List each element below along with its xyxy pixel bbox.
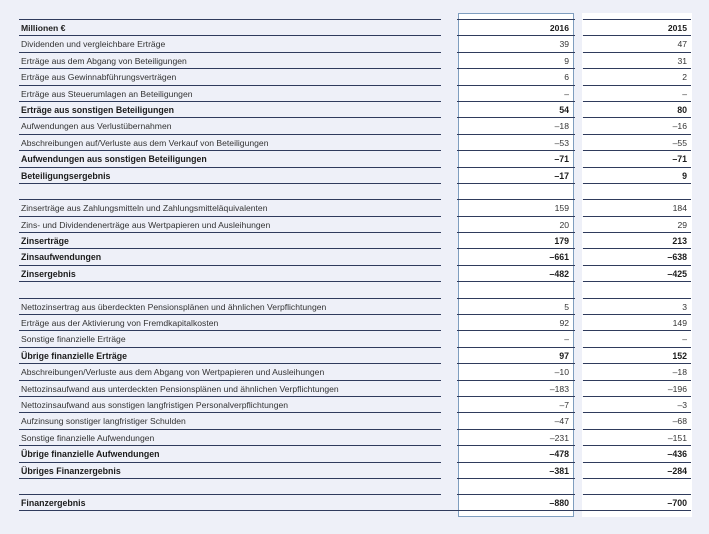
value-2016: 9 <box>564 55 569 66</box>
table-row <box>19 462 691 478</box>
row-label: Finanzergebnis <box>21 498 86 509</box>
value-2015: 31 <box>677 55 687 66</box>
table-row <box>19 412 691 428</box>
table-row <box>19 265 691 281</box>
value-2015: –55 <box>672 137 687 148</box>
value-2016: –231 <box>549 432 569 443</box>
row-label: Nettozinsaufwand aus sonstigen langfristigen Personalverpflichtungen <box>21 399 289 410</box>
value-2015: 184 <box>672 203 687 214</box>
row-label: Zinsergebnis <box>21 268 76 279</box>
table-row <box>19 363 691 379</box>
row-label: Nettozinsaufwand aus unterdeckten Pensionsplänen und ähnlichen Verpflichtungen <box>21 383 339 394</box>
table-row <box>19 380 691 396</box>
value-2016: 97 <box>559 350 569 361</box>
value-2015: –18 <box>672 367 687 378</box>
financial-result-table <box>19 19 691 511</box>
value-2016: 159 <box>554 203 569 214</box>
value-2016: 6 <box>564 72 569 83</box>
value-2015: 3 <box>682 301 687 312</box>
value-2016: 39 <box>559 39 569 50</box>
row-label: Erträge aus der Aktivierung von Fremdkapitalkosten <box>21 318 219 329</box>
table-row <box>19 85 691 101</box>
table-row <box>19 101 691 117</box>
row-label: Zinserträge <box>21 236 69 247</box>
row-label: Aufzinsung sonstiger langfristiger Schulden <box>21 416 186 427</box>
value-2016: –381 <box>549 465 569 476</box>
value-2016: –482 <box>549 268 569 279</box>
value-2016: 20 <box>559 219 569 230</box>
value-2016: –17 <box>554 170 569 181</box>
value-2015: –638 <box>667 252 687 263</box>
row-label: Zins- und Dividendenerträge aus Wertpapieren und Ausleihungen <box>21 219 271 230</box>
table-row <box>19 330 691 346</box>
value-2015: 213 <box>672 236 687 247</box>
value-2015: –436 <box>667 449 687 460</box>
value-2016: 179 <box>554 236 569 247</box>
value-2015: –196 <box>667 383 687 394</box>
table-row <box>19 68 691 84</box>
unit-header: Millionen € <box>21 23 66 33</box>
table-row <box>19 347 691 363</box>
value-2015: –425 <box>667 268 687 279</box>
spacer-row <box>19 281 691 297</box>
table-row <box>19 167 691 183</box>
value-2015: –700 <box>667 498 687 509</box>
row-label: Zinserträge aus Zahlungsmitteln und Zahlungsmitteläquivalenten <box>21 203 268 214</box>
year-2015-header: 2015 <box>667 23 687 33</box>
value-2015: –151 <box>667 432 687 443</box>
row-label: Nettozinsertrag aus überdeckten Pensionsplänen und ähnlichen Verpflichtungen <box>21 301 327 312</box>
table-row <box>19 35 691 51</box>
value-2015: 80 <box>677 104 687 115</box>
spacer-row <box>19 478 691 494</box>
row-label: Erträge aus Steuerumlagen an Beteiligungen <box>21 88 193 99</box>
value-2016: –183 <box>549 383 569 394</box>
value-2016: –478 <box>549 449 569 460</box>
row-label: Abschreibungen/Verluste aus dem Abgang von Wertpapieren und Ausleihungen <box>21 367 325 378</box>
row-label: Aufwendungen aus sonstigen Beteiligungen <box>21 154 207 165</box>
row-label: Erträge aus dem Abgang von Beteiligungen <box>21 55 187 66</box>
value-2016: –47 <box>554 416 569 427</box>
table-row <box>19 117 691 133</box>
value-2015: –68 <box>672 416 687 427</box>
row-label: Zinsaufwendungen <box>21 252 102 263</box>
year-2016-header: 2016 <box>549 23 569 33</box>
table-row <box>19 134 691 150</box>
table-row <box>19 52 691 68</box>
value-2015: 2 <box>682 72 687 83</box>
value-2016: –7 <box>559 399 569 410</box>
value-2016: –53 <box>554 137 569 148</box>
value-2015: – <box>682 88 687 99</box>
row-label: Übrige finanzielle Erträge <box>21 350 128 361</box>
value-2015: 152 <box>672 350 687 361</box>
value-2016: – <box>564 334 569 345</box>
value-2016: 5 <box>564 301 569 312</box>
value-2015: 9 <box>682 170 687 181</box>
row-label: Dividenden und vergleichbare Erträge <box>21 39 166 50</box>
table-row <box>19 494 691 510</box>
table-row <box>19 216 691 232</box>
value-2016: – <box>564 88 569 99</box>
row-label: Beteiligungsergebnis <box>21 170 111 181</box>
table-row <box>19 314 691 330</box>
value-2016: –71 <box>554 154 569 165</box>
table-row <box>19 232 691 248</box>
value-2015: 47 <box>677 39 687 50</box>
value-2016: 54 <box>559 104 569 115</box>
value-2016: –880 <box>549 498 569 509</box>
row-label: Abschreibungen auf/Verluste aus dem Verkauf von Beteiligungen <box>21 137 269 148</box>
value-2016: –10 <box>554 367 569 378</box>
value-2015: –3 <box>677 399 687 410</box>
table-row <box>19 248 691 264</box>
value-2016: 92 <box>559 318 569 329</box>
value-2016: –661 <box>549 252 569 263</box>
value-2015: –16 <box>672 121 687 132</box>
row-label: Erträge aus sonstigen Beteiligungen <box>21 104 174 115</box>
row-label: Übriges Finanzergebnis <box>21 465 121 476</box>
table-row <box>19 445 691 461</box>
spacer-row <box>19 183 691 199</box>
table-row <box>19 199 691 215</box>
value-2016: –18 <box>554 121 569 132</box>
table-header-row <box>19 19 691 35</box>
value-2015: –71 <box>672 154 687 165</box>
table-row <box>19 298 691 314</box>
row-label: Übrige finanzielle Aufwendungen <box>21 449 160 460</box>
row-label: Sonstige finanzielle Erträge <box>21 334 126 345</box>
row-label: Aufwendungen aus Verlustübernahmen <box>21 121 172 132</box>
row-label: Erträge aus Gewinnabführungsverträgen <box>21 72 177 83</box>
table-row <box>19 396 691 412</box>
table-row <box>19 429 691 445</box>
value-2015: 29 <box>677 219 687 230</box>
value-2015: – <box>682 334 687 345</box>
table-row <box>19 150 691 166</box>
row-label: Sonstige finanzielle Aufwendungen <box>21 432 155 443</box>
value-2015: –284 <box>667 465 687 476</box>
value-2015: 149 <box>672 318 687 329</box>
